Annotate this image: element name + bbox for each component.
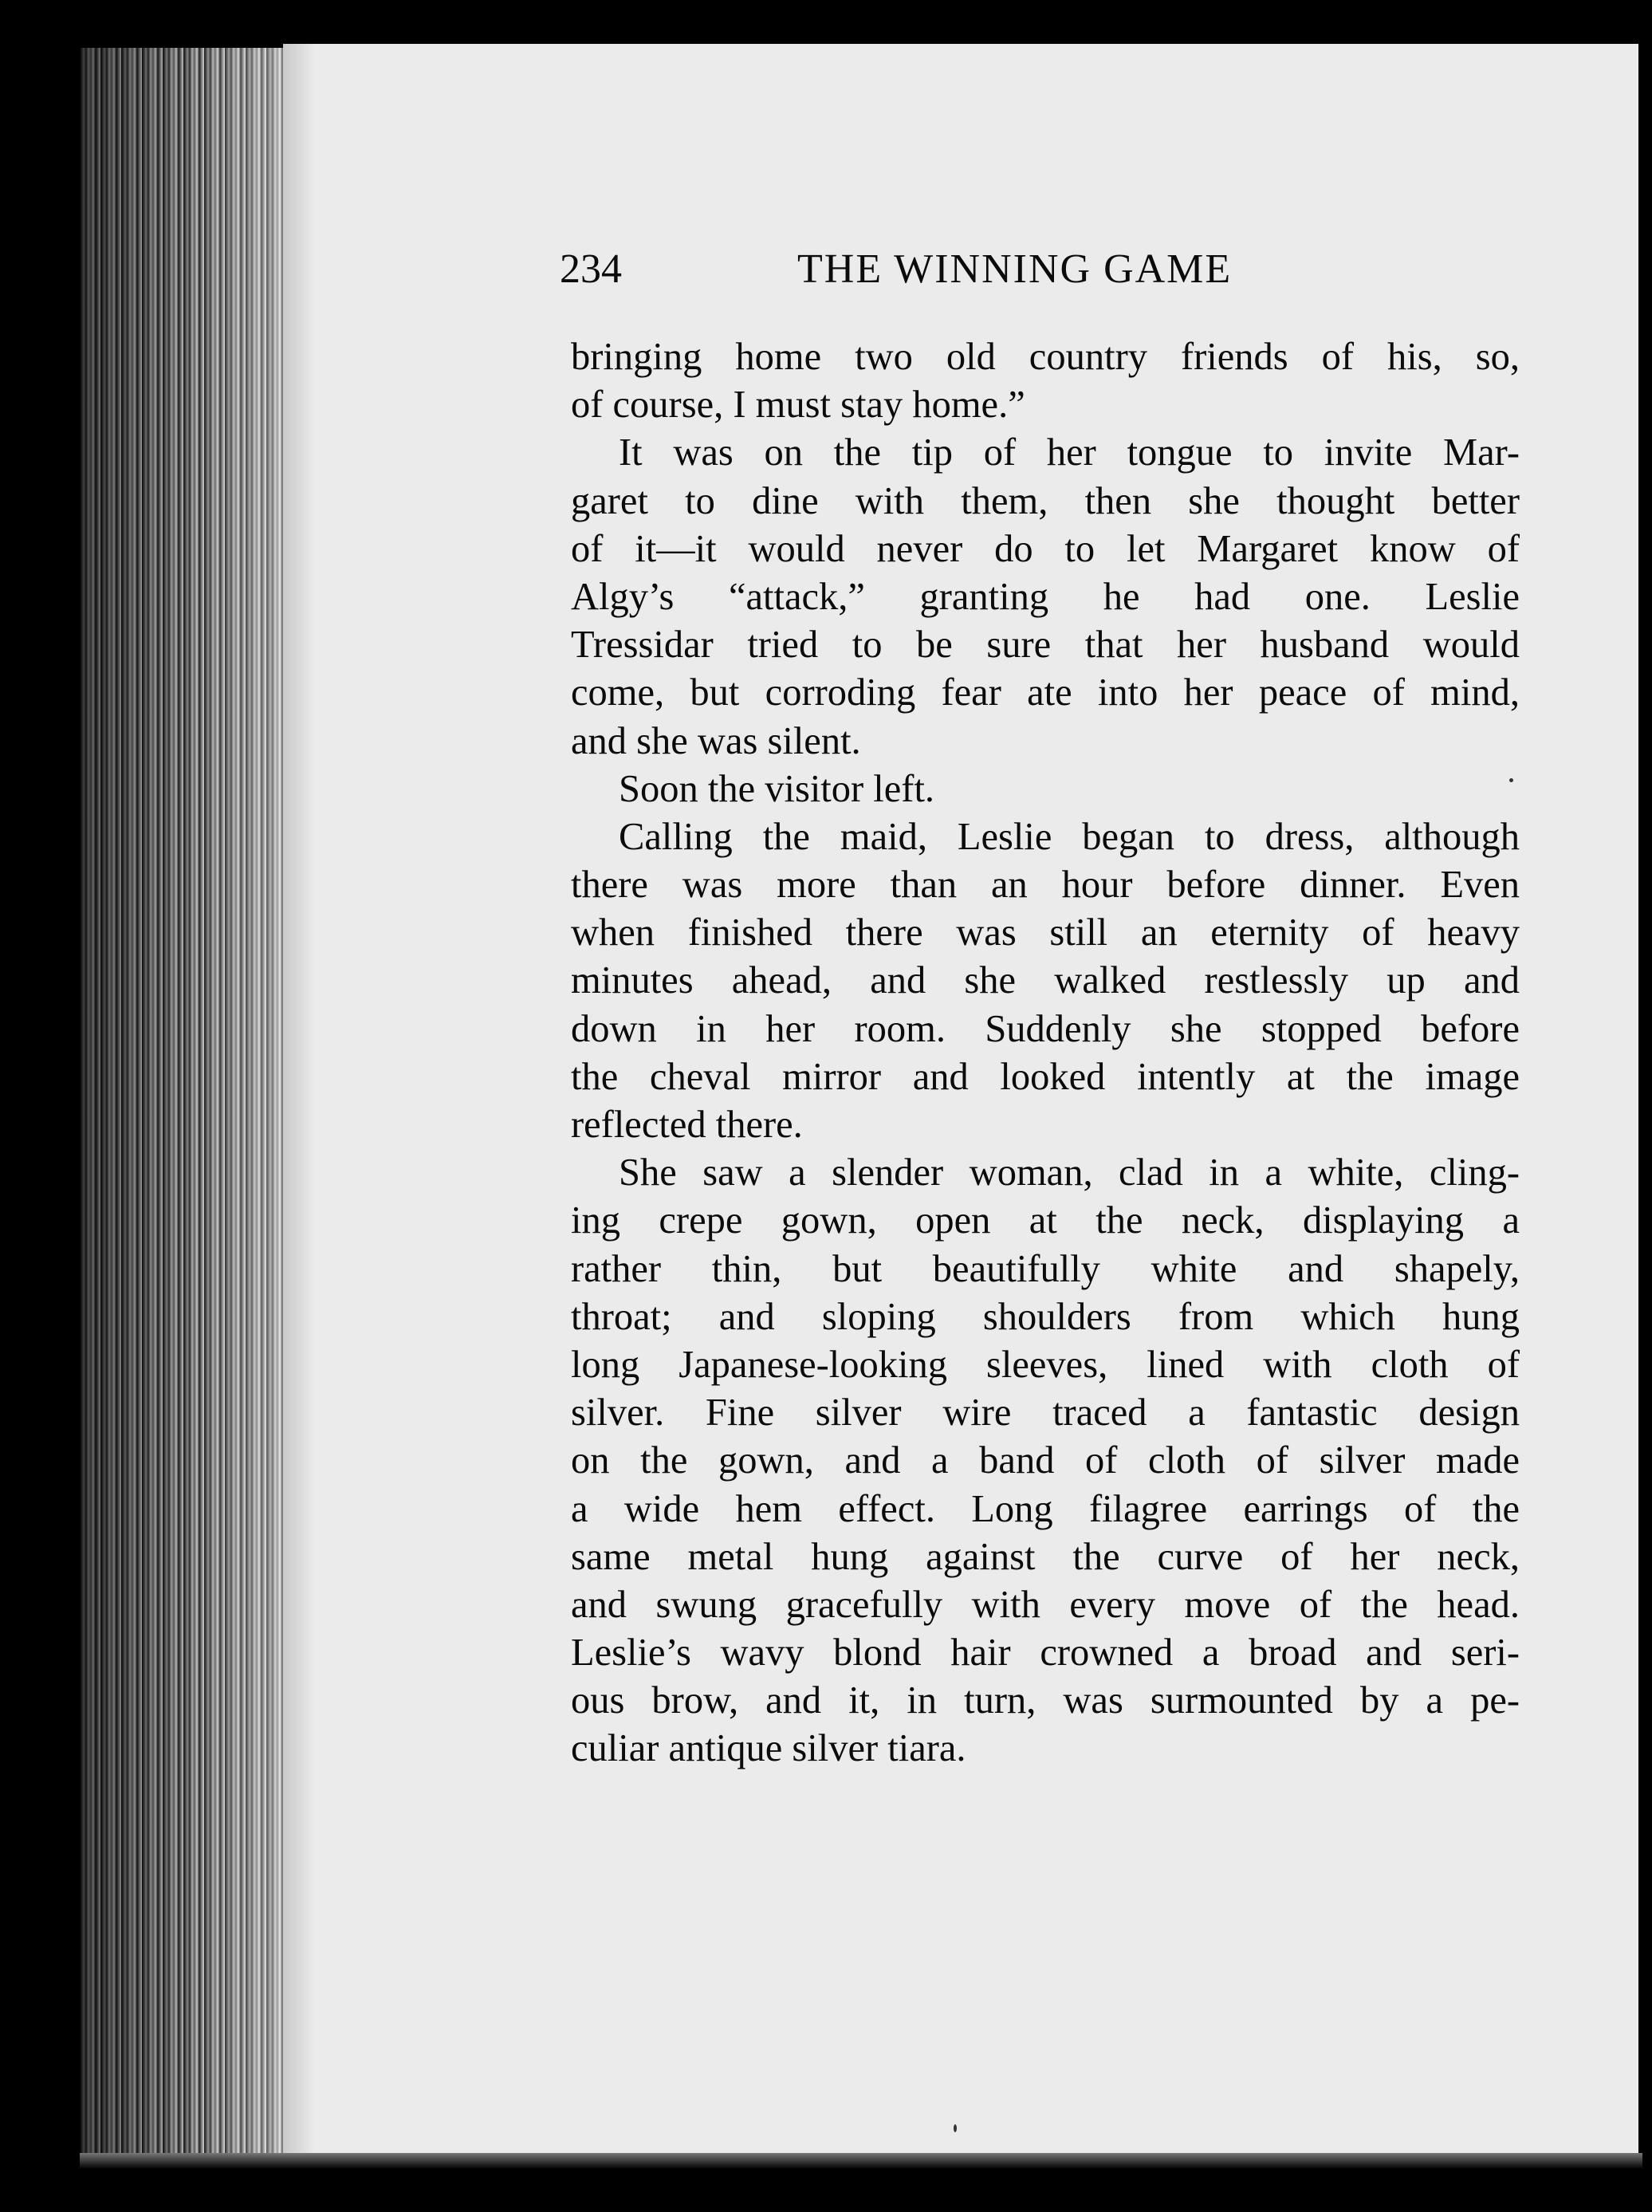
text-line: culiar antique silver tiara.	[571, 1727, 966, 1770]
body-text	[571, 333, 1520, 1773]
text-line: minutes ahead, and she walked restlessly up and	[571, 959, 1520, 1002]
text-line: Soon the visitor left.	[619, 767, 935, 810]
text-line: throat; and sloping shoulders from which hung	[571, 1295, 1520, 1338]
scan-speck	[954, 2124, 957, 2132]
text-line: down in her room. Suddenly she stopped before	[571, 1007, 1520, 1050]
text-line: reflected there.	[571, 1104, 803, 1146]
text-line: come, but corroding fear ate into her peace of mind,	[571, 671, 1520, 714]
page-number: 234	[560, 246, 622, 292]
text-line: Leslie’s wavy blond hair crowned a broad and seri-	[571, 1631, 1520, 1675]
page-header	[560, 238, 1293, 309]
text-line: rather thin, but beautifully white and shapely,	[571, 1247, 1520, 1290]
text-line: on the gown, and a band of cloth of silver made	[571, 1439, 1520, 1482]
text-line: and swung gracefully with every move of the head.	[571, 1583, 1520, 1626]
text-line: long Japanese-looking sleeves, lined with cloth of	[571, 1343, 1520, 1386]
text-line: of it—it would never do to let Margaret know of	[571, 527, 1520, 570]
text-line: the cheval mirror and looked intently at the image	[571, 1055, 1520, 1098]
page-bottom-shadow	[80, 2153, 1642, 2169]
text-line: Calling the maid, Leslie began to dress, although	[619, 815, 1520, 858]
text-line: garet to dine with them, then she thought better	[571, 479, 1520, 522]
text-line: Tressidar tried to be sure that her husband would	[571, 624, 1520, 667]
running-title: THE WINNING GAME	[797, 246, 1233, 292]
text-line: a wide hem effect. Long filagree earrings of the	[571, 1487, 1520, 1530]
text-line: ous brow, and it, in turn, was surmounted by a pe-	[571, 1679, 1520, 1722]
book-page-edges	[80, 48, 287, 2153]
text-line: and she was silent.	[571, 719, 861, 762]
text-line: there was more than an hour before dinner. Even	[571, 864, 1520, 907]
text-line: It was on the tip of her tongue to invite Mar-	[619, 431, 1520, 474]
text-line: same metal hung against the curve of her neck,	[571, 1535, 1520, 1578]
text-line: ing crepe gown, open at the neck, displaying a	[571, 1199, 1520, 1242]
text-line: of course, I must stay home.”	[571, 384, 1025, 427]
text-line: She saw a slender woman, clad in a white, cling-	[619, 1151, 1520, 1195]
scan-speck	[1509, 778, 1513, 782]
text-line: bringing home two old country friends of his, so,	[571, 336, 1520, 378]
text-line: Algy’s “attack,” granting he had one. Leslie	[571, 575, 1520, 618]
text-line: silver. Fine silver wire traced a fantastic design	[571, 1391, 1520, 1435]
text-line: when finished there was still an eternity of heavy	[571, 911, 1520, 954]
